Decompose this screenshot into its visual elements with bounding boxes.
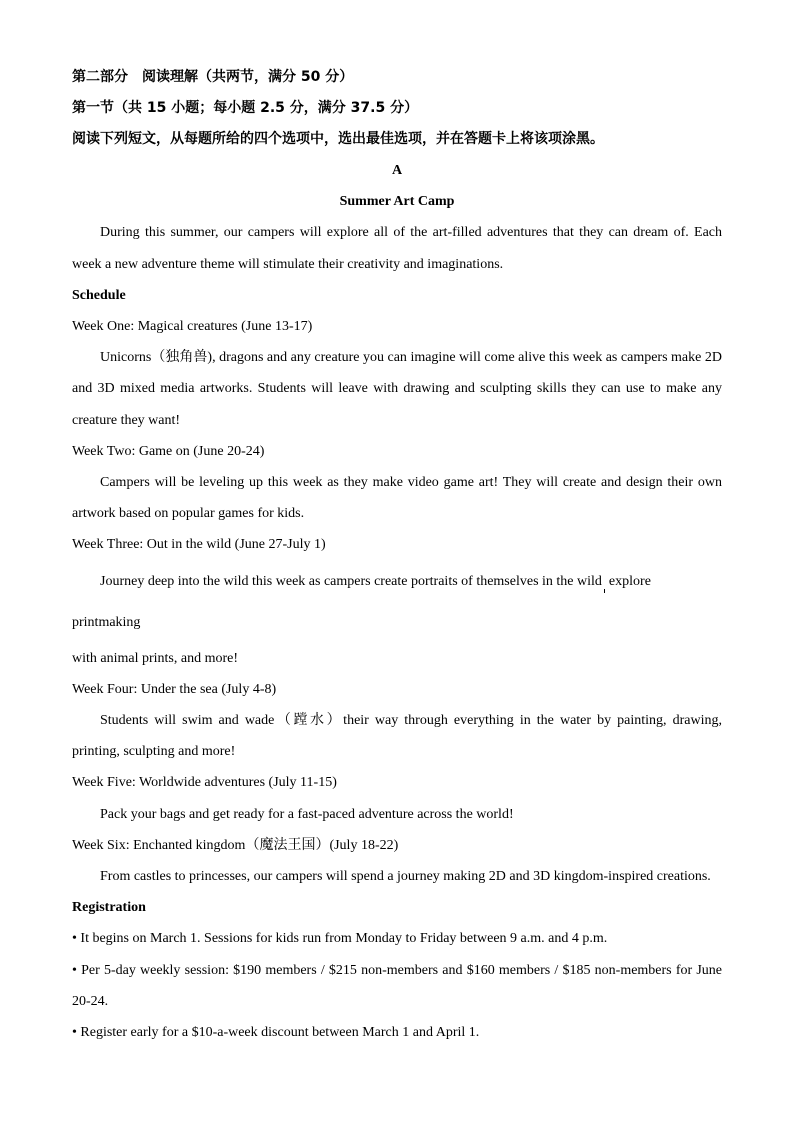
exam-page	[72, 62, 722, 1048]
passage-title: Summer Art Camp	[339, 194, 455, 210]
week-one-text: Unicorns（独角兽), dragons and any creature you can imagine will come alive this week as campers make 2D and 3D mixed media artworks. Students will leave with drawing and sculpting skills they can use to make any creature they want!	[72, 350, 722, 428]
registration-item: • Per 5-day weekly session: $190 members / $215 non-members and $160 members / $185 non-members for June 20-24.	[72, 962, 722, 1009]
week-two-text: Campers will be leveling up this week as they make video game art! They will create and design their own artwork based on popular games for kids.	[72, 475, 722, 522]
week-six-title: Week Six: Enchanted kingdom（魔法王国）(July 18-22)	[72, 837, 399, 853]
registration-item: • Register early for a $10-a-week discount between March 1 and April 1.	[72, 1025, 480, 1041]
passage-letter: A	[391, 163, 403, 178]
week-four-text: Students will swim and wade（蹚水）their way through everything in the water by painting, drawing, printing, sculpting and more!	[72, 713, 722, 760]
week-three-title: Week Three: Out in the wild (June 27-July 1)	[72, 537, 326, 553]
week-six-text: From castles to princesses, our campers will spend a journey making 2D and 3D kingdom-inspired creations.	[100, 869, 711, 885]
week-one-title: Week One: Magical creatures (June 13-17)	[72, 319, 313, 335]
registration-heading: Registration	[72, 900, 146, 916]
week-five-title: Week Five: Worldwide adventures (July 11-15)	[72, 775, 337, 791]
week-three-text-cont: with animal prints, and more!	[72, 650, 239, 666]
instruction-text: 阅读下列短文，从每题所给的四个选项中，选出最佳选项，并在答题卡上将该项涂黑。	[72, 131, 604, 147]
schedule-heading: Schedule	[72, 287, 126, 303]
week-four-title: Week Four: Under the sea (July 4-8)	[72, 681, 277, 697]
week-three-text	[72, 561, 722, 643]
week-five-text: Pack your bags and get ready for a fast-paced adventure across the world!	[100, 806, 514, 822]
registration-item: • It begins on March 1. Sessions for kids run from Monday to Friday between 9 a.m. and 4 p.m.	[72, 931, 608, 947]
week-three-text-b: explore printmaking	[72, 573, 651, 630]
part-heading: 第二部分 阅读理解（共两节，满分 50 分）	[72, 69, 354, 85]
comma-mark	[604, 589, 605, 593]
week-three-text-a: Journey deep into the wild this week as campers create portraits of themselves in the wild	[100, 573, 602, 589]
intro-paragraph: During this summer, our campers will explore all of the art-filled adventures that they can dream of. Each week a new adventure theme will stimulate their creativity and imaginations.	[72, 225, 722, 272]
section-heading: 第一节（共 15 小题；每小题 2.5 分，满分 37.5 分）	[72, 100, 419, 116]
week-two-title: Week Two: Game on (June 20-24)	[72, 443, 265, 459]
